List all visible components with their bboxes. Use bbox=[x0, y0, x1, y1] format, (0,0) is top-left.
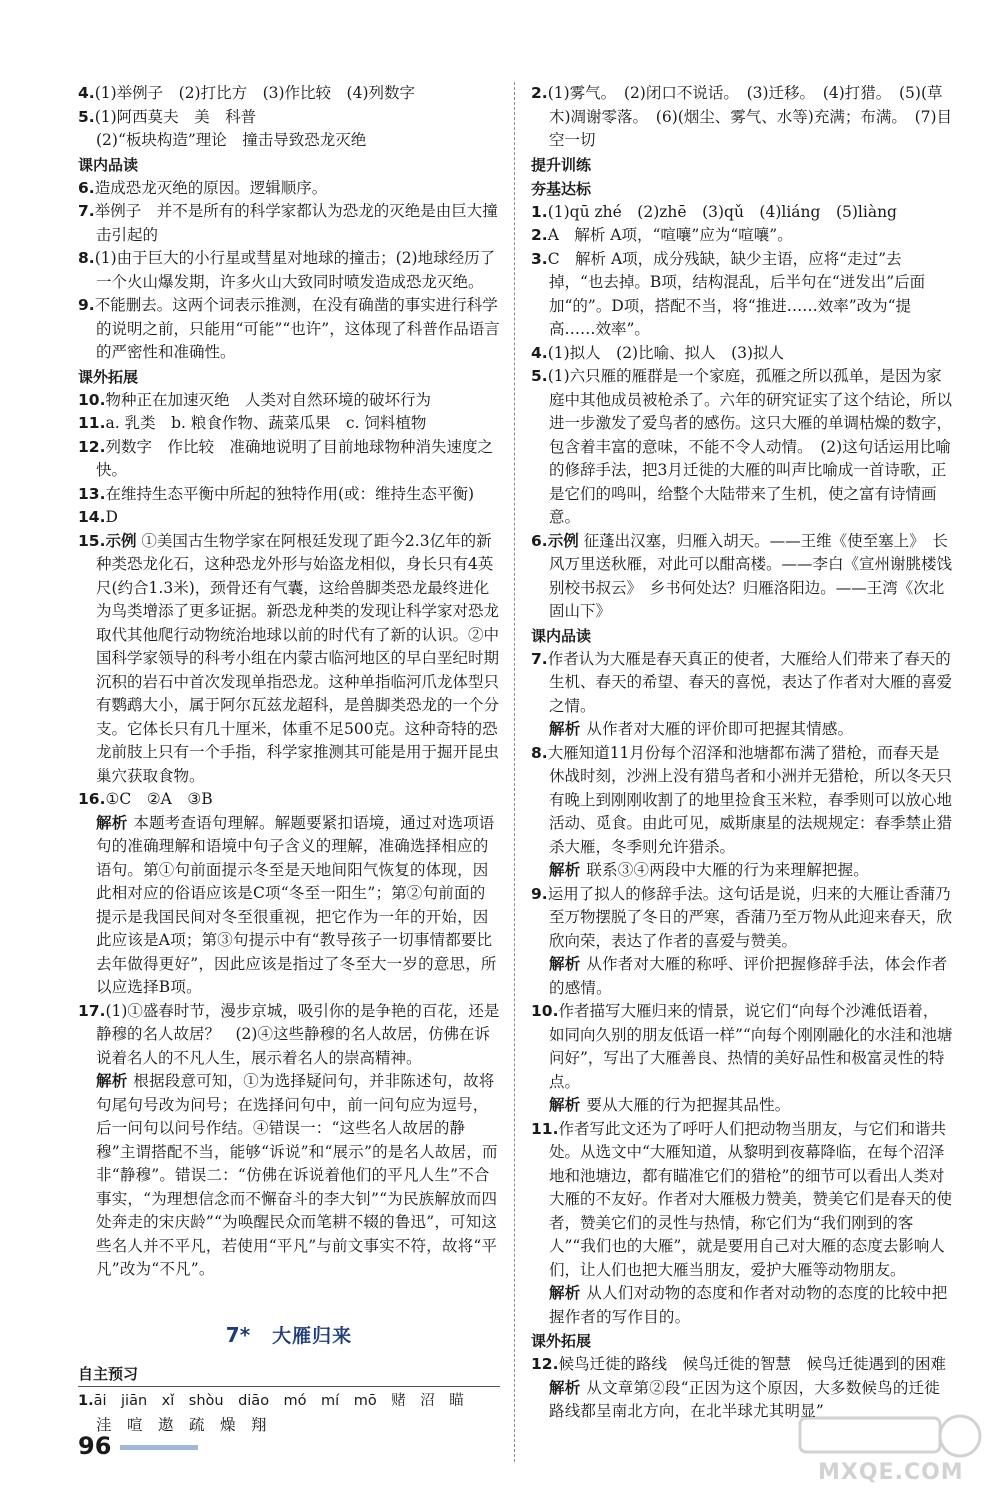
section-heading: 课内品读 bbox=[531, 626, 592, 645]
list-item: 12.候鸟迁徙的路线 候鸟迁徙的智慧 候鸟迁徙遇到的困难 bbox=[531, 1355, 946, 1373]
section-heading: 课外拓展 bbox=[78, 367, 139, 386]
left-column bbox=[78, 82, 500, 1437]
list-item: 9.运用了拟人的修辞手法。这句话是说，归来的大雁让香蒲乃至万物摆脱了冬日的严寒，香蒲乃至万物从此迎来春天，欣欣向荣，表达了作者的喜爱与赞美。 bbox=[531, 884, 953, 950]
analysis-note: 解析 从人们对动物的态度和作者对动物的态度的比较中把握作者的写作目的。 bbox=[549, 1284, 948, 1326]
watermark-text: MXQE.COM bbox=[818, 1460, 964, 1485]
analysis-note: 解析 根据段意可知，①为选择疑问句，并非陈述句，故将句尾句号改为问号；在选择问句中，前一问句应为逗号，后一问句以问号作结。④错误一：“这些名人故居的静穆”主谓搭配不当，能够“诉说”和“展示”的是名人故居，而非“静穆”。错误二：“仿佛在诉说着他们的平凡人生”不合事实，“为理想信念而不懈奋斗的李大钊”“为民族解放而四处奔走的宋庆龄”“为唤醒民众而笔耕不辍的鲁迅”，可知这些名人并不平凡，若使用“平凡”与前文事实不符，故将“平凡”改为“不凡”。 bbox=[96, 1072, 498, 1278]
list-item: 10.物种正在加速灭绝 人类对自然环境的破坏行为 bbox=[78, 390, 431, 409]
section-heading: 课外拓展 bbox=[531, 1332, 592, 1350]
list-item: 13.在维持生态平衡中所起的独特作用(或：维持生态平衡) bbox=[78, 484, 475, 503]
analysis-note: 解析 从作者对大雁的称呼、评价把握修辞手法，体会作者的感情。 bbox=[549, 955, 948, 997]
list-item: 14.D bbox=[78, 508, 118, 526]
list-item: 12.列数字 作比较 准确地说明了目前地球物种消失速度之快。 bbox=[78, 437, 493, 479]
pinyin-line: 1.āi jiān xǐ shòu diāo mó mí mō 赌 沼 瞄 bbox=[78, 1392, 464, 1409]
section-heading: 自主预习 bbox=[78, 1362, 500, 1387]
list-item: 8.(1)由于巨大的小行星或彗星对地球的撞击；(2)地球经历了一个火山爆发期，许多火山大致同时喷发造成恐龙灭绝。 bbox=[78, 249, 496, 291]
list-item: 7.作者认为大雁是春天真正的使者，大雁给人们带来了春天的生机、春天的希望、春天的喜悦，表达了作者对大雁的喜爱之情。 bbox=[531, 649, 953, 715]
page-number: 96 bbox=[78, 1432, 112, 1460]
lesson-number: 7* bbox=[225, 1322, 251, 1347]
right-column bbox=[531, 82, 953, 1424]
list-item: 8.大雁知道11月份每个沼泽和池塘都布满了猎枪，而春天是休战时刻，沙洲上没有猎鸟者和小洲并无猎枪，所以冬天只有晚上到刚刚收割了的地里捡食玉米粒，春季则可以放心地活动、觅食。由此可见，威斯康星的法规规定：春季禁止猎杀大雁，冬季则允许猎杀。 bbox=[531, 743, 953, 856]
list-item: 6.造成恐龙灭绝的原因。逻辑顺序。 bbox=[78, 178, 328, 197]
list-item: 16.①C ②A ③B bbox=[78, 790, 213, 808]
column-divider bbox=[514, 82, 515, 1462]
list-item: 4.(1)举例子 (2)打比方 (3)作比较 (4)列数字 bbox=[78, 84, 416, 102]
list-item: 4.(1)拟人 (2)比喻、拟人 (3)拟人 bbox=[531, 343, 785, 362]
lesson-title bbox=[78, 1320, 500, 1352]
analysis-note: 解析 本题考查语句理解。解题要紧扣语境，通过对选项语句的准确理解和语境中句子含义的理解，准确选择相应的语句。第①句前面提示冬至是天地间阳气恢复的体现，因此相对应的俗语应该是C项“冬至一阳生”；第②句前面的提示是我国民间对冬至很重视，把它作为一年的开始，因此应该是A项；第③句提示中有“教导孩子一切事情都要比去年做得更好”，因此应该是指过了冬至大一岁的意思，所以应选择B项。 bbox=[96, 813, 497, 996]
list-item: 6.示例 征蓬出汉塞，归雁入胡天。——王维《使至塞上》 长风万里送秋雁，对此可以酣高楼。——李白《宣州谢朓楼饯别校书叔云》 乡书何处达？归雁洛阳边。——王湾《次北固山下》 bbox=[531, 531, 953, 620]
list-item: 5.(1)阿西莫夫 美 科普 bbox=[78, 107, 257, 126]
list-item: 15.示例 ①美国古生物学家在阿根廷发现了距今2.3亿年的新种类恐龙化石，这种恐龙外形与始盗龙相似，身长只有4英尺(约合1.3米)，颈骨还有气囊，这给兽脚类恐龙最终进化为鸟类增添了更多证据。新恐龙种类的发现让科学家对恐龙取代其他爬行动物统治地球以前的时代有了新的认识。②中国科学家领导的科考小组在内蒙古临河地区的早白垩纪时期沉积的岩石中首次发现单指恐龙。这种单指临河爪龙体型只有鹦鹉大小，属于阿尔瓦兹龙超科，是兽脚类恐龙的一个分支。它体长只有几十厘米，体重不足500克。这种奇特的恐龙前肢上只有一个手指，科学家推测其可能是用于掘开昆虫巢穴获取食物。 bbox=[78, 531, 500, 785]
list-item: 10.作者描写大雁归来的情景，说它们“向每个沙滩低语着，如同向久别的朋友低语一样”“向每个刚刚融化的水洼和池塘问好”，写出了大雁善良、热情的美好品性和极富灵性的特点。 bbox=[531, 1002, 953, 1091]
section-heading: 课内品读 bbox=[78, 155, 139, 174]
list-item: 7.举例子 并不是所有的科学家都认为恐龙的灭绝是由巨大撞击引起的 bbox=[78, 202, 498, 244]
lesson-name: 大雁归来 bbox=[272, 1324, 353, 1347]
list-item-continuation: (2)“板块构造”理论 撞击导致恐龙灭绝 bbox=[96, 131, 367, 149]
list-item: 3.C 解析 A项，成分残缺，缺少主语，应将“走过”去掉，“也去掉。B项，结构混乱，后半句在“迸发出”后面加“的”。D项，搭配不当，将“推进……效率”改为“提高……效率”。 bbox=[531, 249, 926, 338]
list-item: 2.(1)雾气。 (2)闭口不说话。 (3)迁移。 (4)打猎。 (5)(草木)凋谢零落。 (6)(烟尘、雾气、水等)充满；布满。 (7)目空一切 bbox=[531, 84, 953, 149]
analysis-note: 解析 从文章第②段“正因为这个原因，大多数候鸟的迁徙路线都呈南北方向，在北半球尤其明显” bbox=[549, 1378, 940, 1420]
list-item: 1.(1)qū zhé (2)zhē (3)qǔ (4)liáng (5)liàng bbox=[531, 202, 897, 221]
analysis-note: 解析 从作者对大雁的评价即可把握其情感。 bbox=[549, 720, 854, 738]
list-item: 11.a. 乳类 b. 粮食作物、蔬菜瓜果 c. 饲料植物 bbox=[78, 414, 427, 432]
page-number-bar bbox=[120, 1445, 198, 1450]
list-item: 2.A 解析 A项，“喧嚷”应为“喧嚷”。 bbox=[531, 226, 793, 244]
section-subheading: 夯基达标 bbox=[531, 179, 592, 198]
list-item: 17.(1)①盛春时节，漫步京城，吸引你的是争艳的百花，还是静穆的名人故居？ (2)④这些静穆的名人故居，仿佛在诉说着名人的不凡人生，展示着名人的崇高精神。 bbox=[78, 1001, 500, 1067]
list-item: 5.(1)六只雁的雁群是一个家庭，孤雁之所以孤单，是因为家庭中其他成员被枪杀了。六年的研究证实了这个结论，所以进一步激发了爱鸟者的感伤。这只大雁的单调枯燥的数字，包含着丰富的意味，不能不令人动情。 (2)这句话运用比喻的修辞手法，把3月迁徙的大雁的叫声比喻成一首诗歌，正是它们的鸣叫，给整个大陆带来了生机，使之富有诗情画意。 bbox=[531, 367, 953, 526]
section-heading: 提升训练 bbox=[531, 155, 592, 174]
analysis-note: 解析 联系③④两段中大雁的行为来理解把握。 bbox=[549, 861, 870, 879]
list-item: 11.作者写此文还为了呼吁人们把动物当朋友，与它们和谐共处。从选文中“大雁知道，从黎明到夜幕降临，在每个沼泽地和池塘边，都有瞄准它们的猎枪”的细节可以看出人类对大雁的不友好。作者对大雁极力赞美，赞美它们是春天的使者，赞美它们的灵性与热情，称它们为“我们刚到的客人”“我们也的大雁”，就是要用自己对大雁的态度去影响人们，让人们也把大雁当朋友，爱护大雁等动物朋友。 bbox=[531, 1119, 953, 1279]
hanzi-line: 洼 喧 遨 疏 燥 翔 bbox=[96, 1415, 267, 1434]
analysis-note: 解析 要从大雁的行为把握其品性。 bbox=[549, 1096, 791, 1114]
list-item: 9.不能删去。这两个词表示推测，在没有确凿的事实进行科学的说明之前，只能用“可能”“也许”，这体现了科普作品语言的严密性和准确性。 bbox=[78, 296, 500, 361]
watermark-logo bbox=[760, 1408, 990, 1488]
watermark-seal-icon bbox=[760, 1408, 990, 1460]
